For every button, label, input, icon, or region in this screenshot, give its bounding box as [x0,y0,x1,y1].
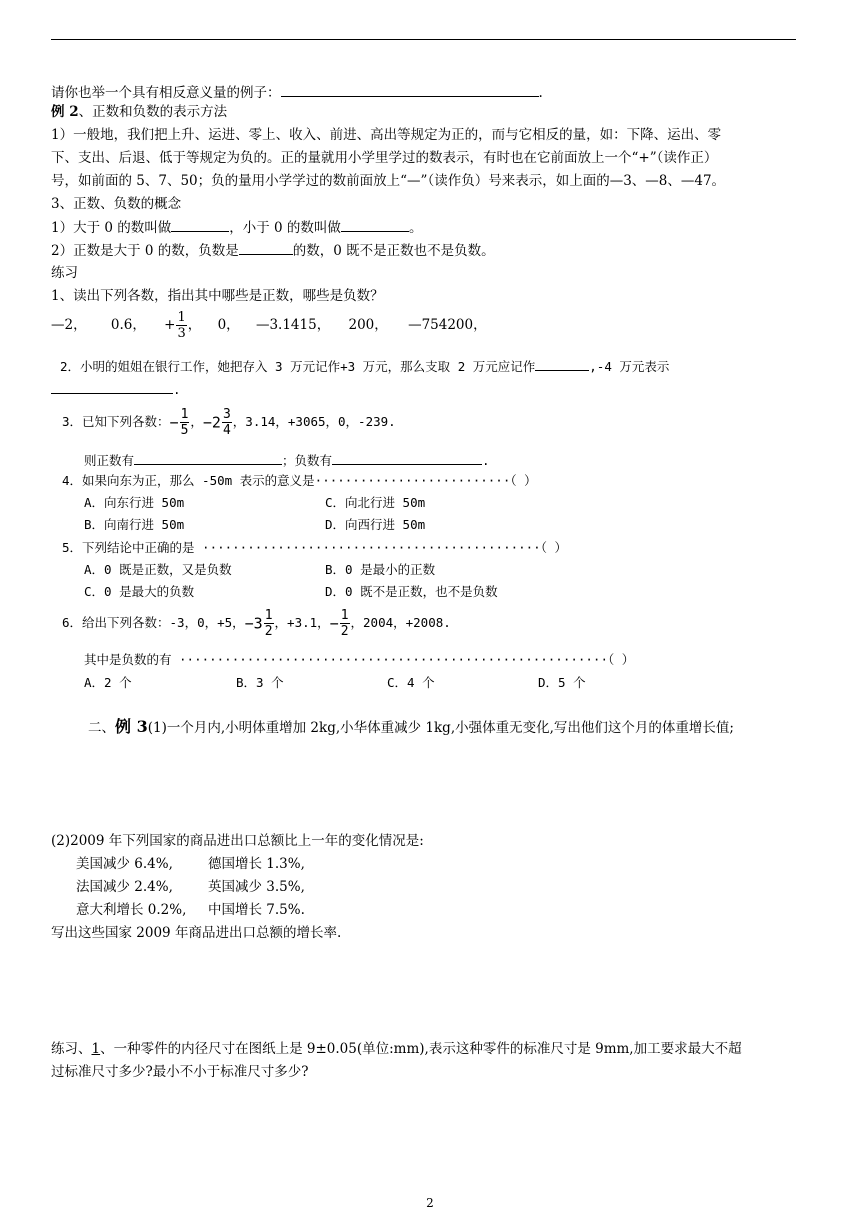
answer-blank[interactable] [51,380,173,394]
answer-blank[interactable] [332,451,482,465]
question-2: 2．小明的姐姐在银行工作，她把存入 3 万元记作+3 万元，那么支取 2 万元应记作 ,-4 万元表示 [60,359,670,374]
fraction: $\frac{3}{4}$ [222,407,231,438]
last-practice-line1: 练习、1、一种零件的内径尺寸在图纸上是 9±0.05(单位:mm),表示这种零件的标准尺寸是 9mm,加工要求最大不超 [51,1041,742,1057]
q5-option-a[interactable]: A．0 既是正数，又是负数 [84,562,232,577]
q5-option-d[interactable]: D．0 既不是正数，也不是负数 [325,584,498,599]
q6-option-a[interactable]: A．2 个 [84,675,132,690]
q5-option-b[interactable]: B．0 是最小的正数 [325,562,436,577]
answer-blank[interactable] [535,357,589,371]
fraction: $\frac{1}{2}$ [264,608,273,639]
country-cn: 中国增长 7.5%. [208,902,305,918]
question-3: 3．已知下列各数：− $\frac{1}{5}$ ，−2 $\frac{3}{4}$ ，3.14，+3065，0，-239. [62,407,396,438]
q5-option-c[interactable]: C．0 是最大的负数 [84,584,195,599]
answer-blank[interactable] [134,451,282,465]
country-it: 意大利增长 0.2%, [76,902,187,918]
question-6: 6．给出下列各数：-3，0，+5，−3 $\frac{1}{2}$ ，+3.1，− $\frac{1}{2}$ ，2004，+2008. [62,608,451,639]
question-2-cont: . [51,380,181,399]
practice-heading: 练习 [51,265,78,281]
concept-1: 1）大于 0 的数叫做 ，小于 0 的数叫做 。 [51,220,423,236]
answer-blank[interactable] [281,83,539,97]
q4-option-b[interactable]: B．向南行进 50m [84,517,185,532]
question-6-line2: 其中是负数的有 ·························································（ ） [84,652,635,667]
paragraph-line-3: 号，如前面的 5、7、50；负的量用小学学过的数前面放上“—”（读作负）号来表示，如上面的—3、—8、—47。 [51,173,726,189]
country-de: 德国增长 1.3%, [208,856,305,872]
example2-heading: 例 2、正数和负数的表示方法 [51,104,228,120]
q6-option-b[interactable]: B．3 个 [236,675,284,690]
question-5: 5．下列结论中正确的是 ·············································（ ） [62,540,567,555]
section3-heading: 3、正数、负数的概念 [51,196,182,212]
example3b-task: 写出这些国家 2009 年商品进出口总额的增长率. [51,925,342,941]
question-4: 4．如果向东为正，那么 -50m 表示的意义是··························（ ） [62,473,537,488]
example3-heading: 二、例 3(1)一个月内,小明体重增加 2kg,小华体重减少 1kg,小强体重无变化,写出他们这个月的体重增长值; [88,717,734,736]
fraction: $\frac{1}{3}$ [177,310,186,341]
concept-2: 2）正数是大于 0 的数，负数是 的数，0 既不是正数也不是负数。 [51,243,495,259]
country-fr: 法国减少 2.4%, [76,879,173,895]
page-number: 2 [426,1196,434,1210]
header-rule [51,39,796,40]
paragraph-line-1: 1）一般地，我们把上升、运进、零上、收入、前进、高出等规定为正的，而与它相反的量，如：下降、运出、零 [51,127,722,143]
question-1-numbers: —2， 0.6， + $\frac{1}{3}$ ， 0， —3.1415， 200， —754200， [51,310,487,341]
q6-option-d[interactable]: D．5 个 [538,675,586,690]
answer-blank[interactable] [171,218,229,232]
q4-option-a[interactable]: A．向东行进 50m [84,495,185,510]
question-3-line2: 则正数有 ；负数有 . [84,453,490,468]
q4-option-c[interactable]: C．向北行进 50m [325,495,426,510]
q6-option-c[interactable]: C．4 个 [387,675,435,690]
country-us: 美国减少 6.4%, [76,856,173,872]
fraction: $\frac{1}{2}$ [340,608,349,639]
answer-blank[interactable] [341,218,409,232]
example1-prompt: 请你也举一个具有相反意义量的例子： . [51,85,543,101]
paragraph-line-2: 下、支出、后退、低于等规定为负的。正的量就用小学里学过的数表示，有时也在它前面放上一个“+”（读作正） [51,150,718,166]
q4-option-d[interactable]: D．向西行进 50m [325,517,426,532]
question-1: 1、读出下列各数，指出其中哪些是正数，哪些是负数？ [51,288,384,304]
answer-blank[interactable] [239,241,293,255]
last-practice-line2: 过标准尺寸多少?最小不小于标准尺寸多少? [51,1064,309,1080]
fraction: $\frac{1}{5}$ [180,407,189,438]
country-uk: 英国减少 3.5%, [208,879,305,895]
example3b-intro: (2)2009 年下列国家的商品进出口总额比上一年的变化情况是: [51,833,424,849]
